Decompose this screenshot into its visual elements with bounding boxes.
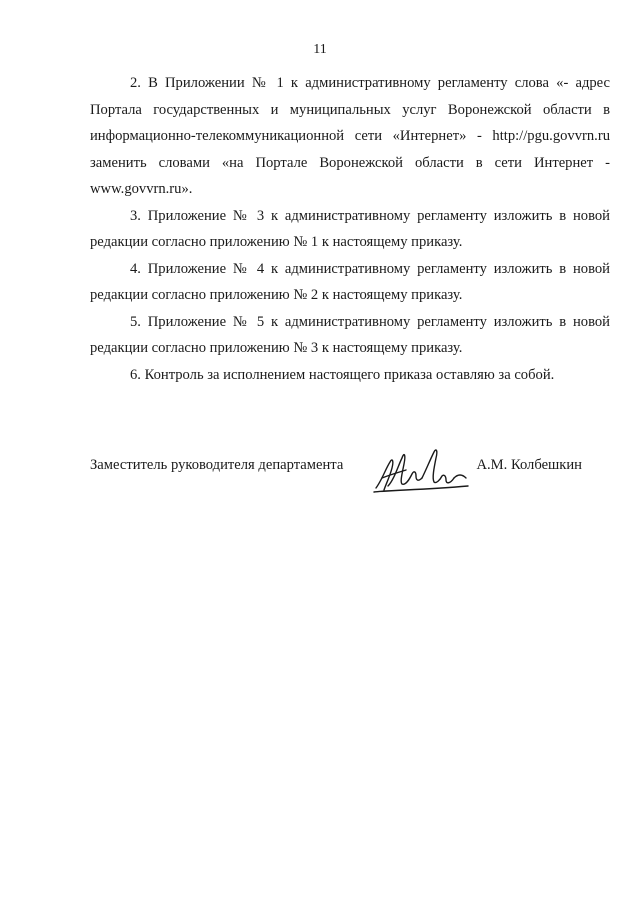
handwritten-signature-icon	[372, 440, 472, 498]
paragraph-item-6: 6. Контроль за исполнением настоящего приказа оставляю за собой.	[130, 366, 555, 383]
page-number: 11	[313, 42, 327, 57]
signature-block	[90, 440, 610, 500]
paragraph-item-5: 5. Приложение № 5 к административному регламенту изложить в новой редакции согласно приложению № 3 к настоящему приказу.	[90, 313, 610, 356]
paragraph-item-3: 3. Приложение № 3 к административному регламенту изложить в новой редакции согласно приложению № 1 к настоящему приказу.	[90, 207, 610, 250]
paragraph-item-2: 2. В Приложении № 1 к административному регламенту слова «- адрес Портала государственных и муниципальных услуг Воронежской области в информационно-телекоммуникационной сети «Интернет» - http://pgu.govvrn.ru заменить словами «на Портале Воронежской области в сети Интернет - www.govvrn.ru».	[90, 75, 610, 197]
signatory-name: А.М. Колбешкин	[476, 457, 582, 473]
document-body	[90, 70, 610, 388]
signatory-position: Заместитель руководителя департамента	[90, 457, 344, 473]
paragraph-item-4: 4. Приложение № 4 к административному регламенту изложить в новой редакции согласно приложению № 2 к настоящему приказу.	[90, 260, 610, 303]
